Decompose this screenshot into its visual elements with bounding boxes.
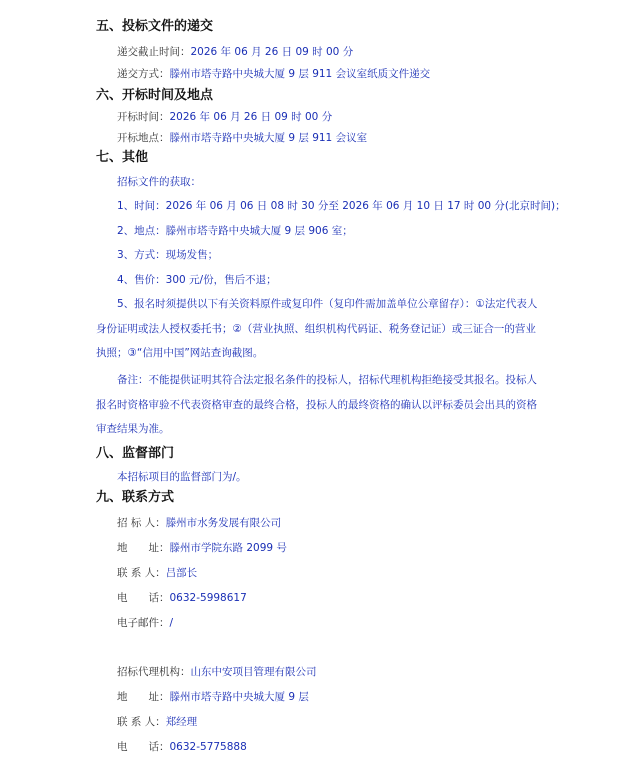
section-5-heading: 五、投标文件的递交 <box>96 19 214 34</box>
acquisition-item-documents <box>96 292 542 366</box>
tenderer-phone-line <box>117 591 247 605</box>
agency-contact-label: 联 系 人： <box>117 716 166 728</box>
acquisition-item-documents-text: 5、报名时须提供以下有关资料原件或复印件（复印件需加盖单位公章留存）：①法定代表人身份证明或法人授权委托书；②（营业执照、组织机构代码证、税务登记证）或三证合一的营业执照；③“信用中国”网站查询截图。 <box>96 298 538 359</box>
submission-method-label: 递交方式： <box>117 68 170 80</box>
tenderer-phone-label: 电 话： <box>117 592 170 604</box>
agency-phone-label: 电 话： <box>117 741 170 753</box>
agency-label: 招标代理机构： <box>117 666 191 678</box>
agency-contact-line <box>117 715 197 729</box>
agency-phone-value: 0632-5775888 <box>169 741 247 753</box>
acquisition-item-time: 1、时间：2026 年 06 月 06 日 08 时 30 分至 2026 年 06 月 10 日 17 时 00 分(北京时间)； <box>117 200 566 212</box>
tenderer-address-line <box>117 541 287 555</box>
agency-value: 山东中安项目管理有限公司 <box>190 666 317 678</box>
agency-line <box>117 665 317 679</box>
opening-time-line <box>117 110 332 124</box>
tenderer-phone-value: 0632-5998617 <box>169 592 247 604</box>
tenderer-address-label: 地 址： <box>117 542 170 554</box>
opening-place-value: 滕州市塔寺路中央城大厦 9 层 911 会议室 <box>169 132 368 144</box>
tenderer-line <box>117 516 281 530</box>
section-7-heading: 七、其他 <box>96 150 149 165</box>
document-acquisition-intro: 招标文件的获取： <box>117 176 201 188</box>
supervision-text: 本招标项目的监督部门为/。 <box>117 471 247 483</box>
agency-phone-line <box>117 740 247 754</box>
opening-place-label: 开标地点： <box>117 132 170 144</box>
section-6-heading: 六、开标时间及地点 <box>96 88 214 103</box>
tenderer-contact-line <box>117 566 197 580</box>
submission-method-line <box>117 67 430 81</box>
opening-time-label: 开标时间： <box>117 111 170 123</box>
section-9-heading: 九、联系方式 <box>96 490 175 505</box>
tenderer-email-line <box>117 616 173 630</box>
tenderer-value: 滕州市水务发展有限公司 <box>165 517 282 529</box>
submission-method-value: 滕州市塔寺路中央城大厦 9 层 911 会议室纸质文件递交 <box>169 68 431 80</box>
registration-note <box>96 368 542 442</box>
agency-address-label: 地 址： <box>117 691 170 703</box>
agency-address-line <box>117 690 309 704</box>
acquisition-item-price: 4、售价：300 元/份，售后不退； <box>117 274 277 286</box>
section-8-heading: 八、监督部门 <box>96 446 175 461</box>
opening-place-line <box>117 131 367 145</box>
agency-contact-value: 郑经理 <box>165 716 198 728</box>
tenderer-email-label: 电子邮件： <box>117 617 170 629</box>
tenderer-email-value: / <box>169 617 174 629</box>
registration-note-text: 备注：不能提供证明其符合法定报名条件的投标人，招标代理机构拒绝接受其报名。投标人报名时资格审验不代表资格审查的最终合格，投标人的最终资格的确认以评标委员会出具的资格审查结果为准。 <box>96 374 537 435</box>
agency-address-value: 滕州市塔寺路中央城大厦 9 层 <box>169 691 309 703</box>
tenderer-label: 招 标 人： <box>117 517 166 529</box>
submission-deadline-line <box>117 45 353 59</box>
tenderer-contact-value: 吕部长 <box>165 567 198 579</box>
opening-time-value: 2026 年 06 月 26 日 09 时 00 分 <box>169 111 333 123</box>
acquisition-item-place: 2、地点：滕州市塔寺路中央城大厦 9 层 906 室； <box>117 225 353 237</box>
acquisition-item-method: 3、方式：现场发售； <box>117 249 219 261</box>
tenderer-contact-label: 联 系 人： <box>117 567 166 579</box>
submission-deadline-value: 2026 年 06 月 26 日 09 时 00 分 <box>190 46 354 58</box>
submission-deadline-label: 递交截止时间： <box>117 46 191 58</box>
tenderer-address-value: 滕州市学院东路 2099 号 <box>169 542 287 554</box>
